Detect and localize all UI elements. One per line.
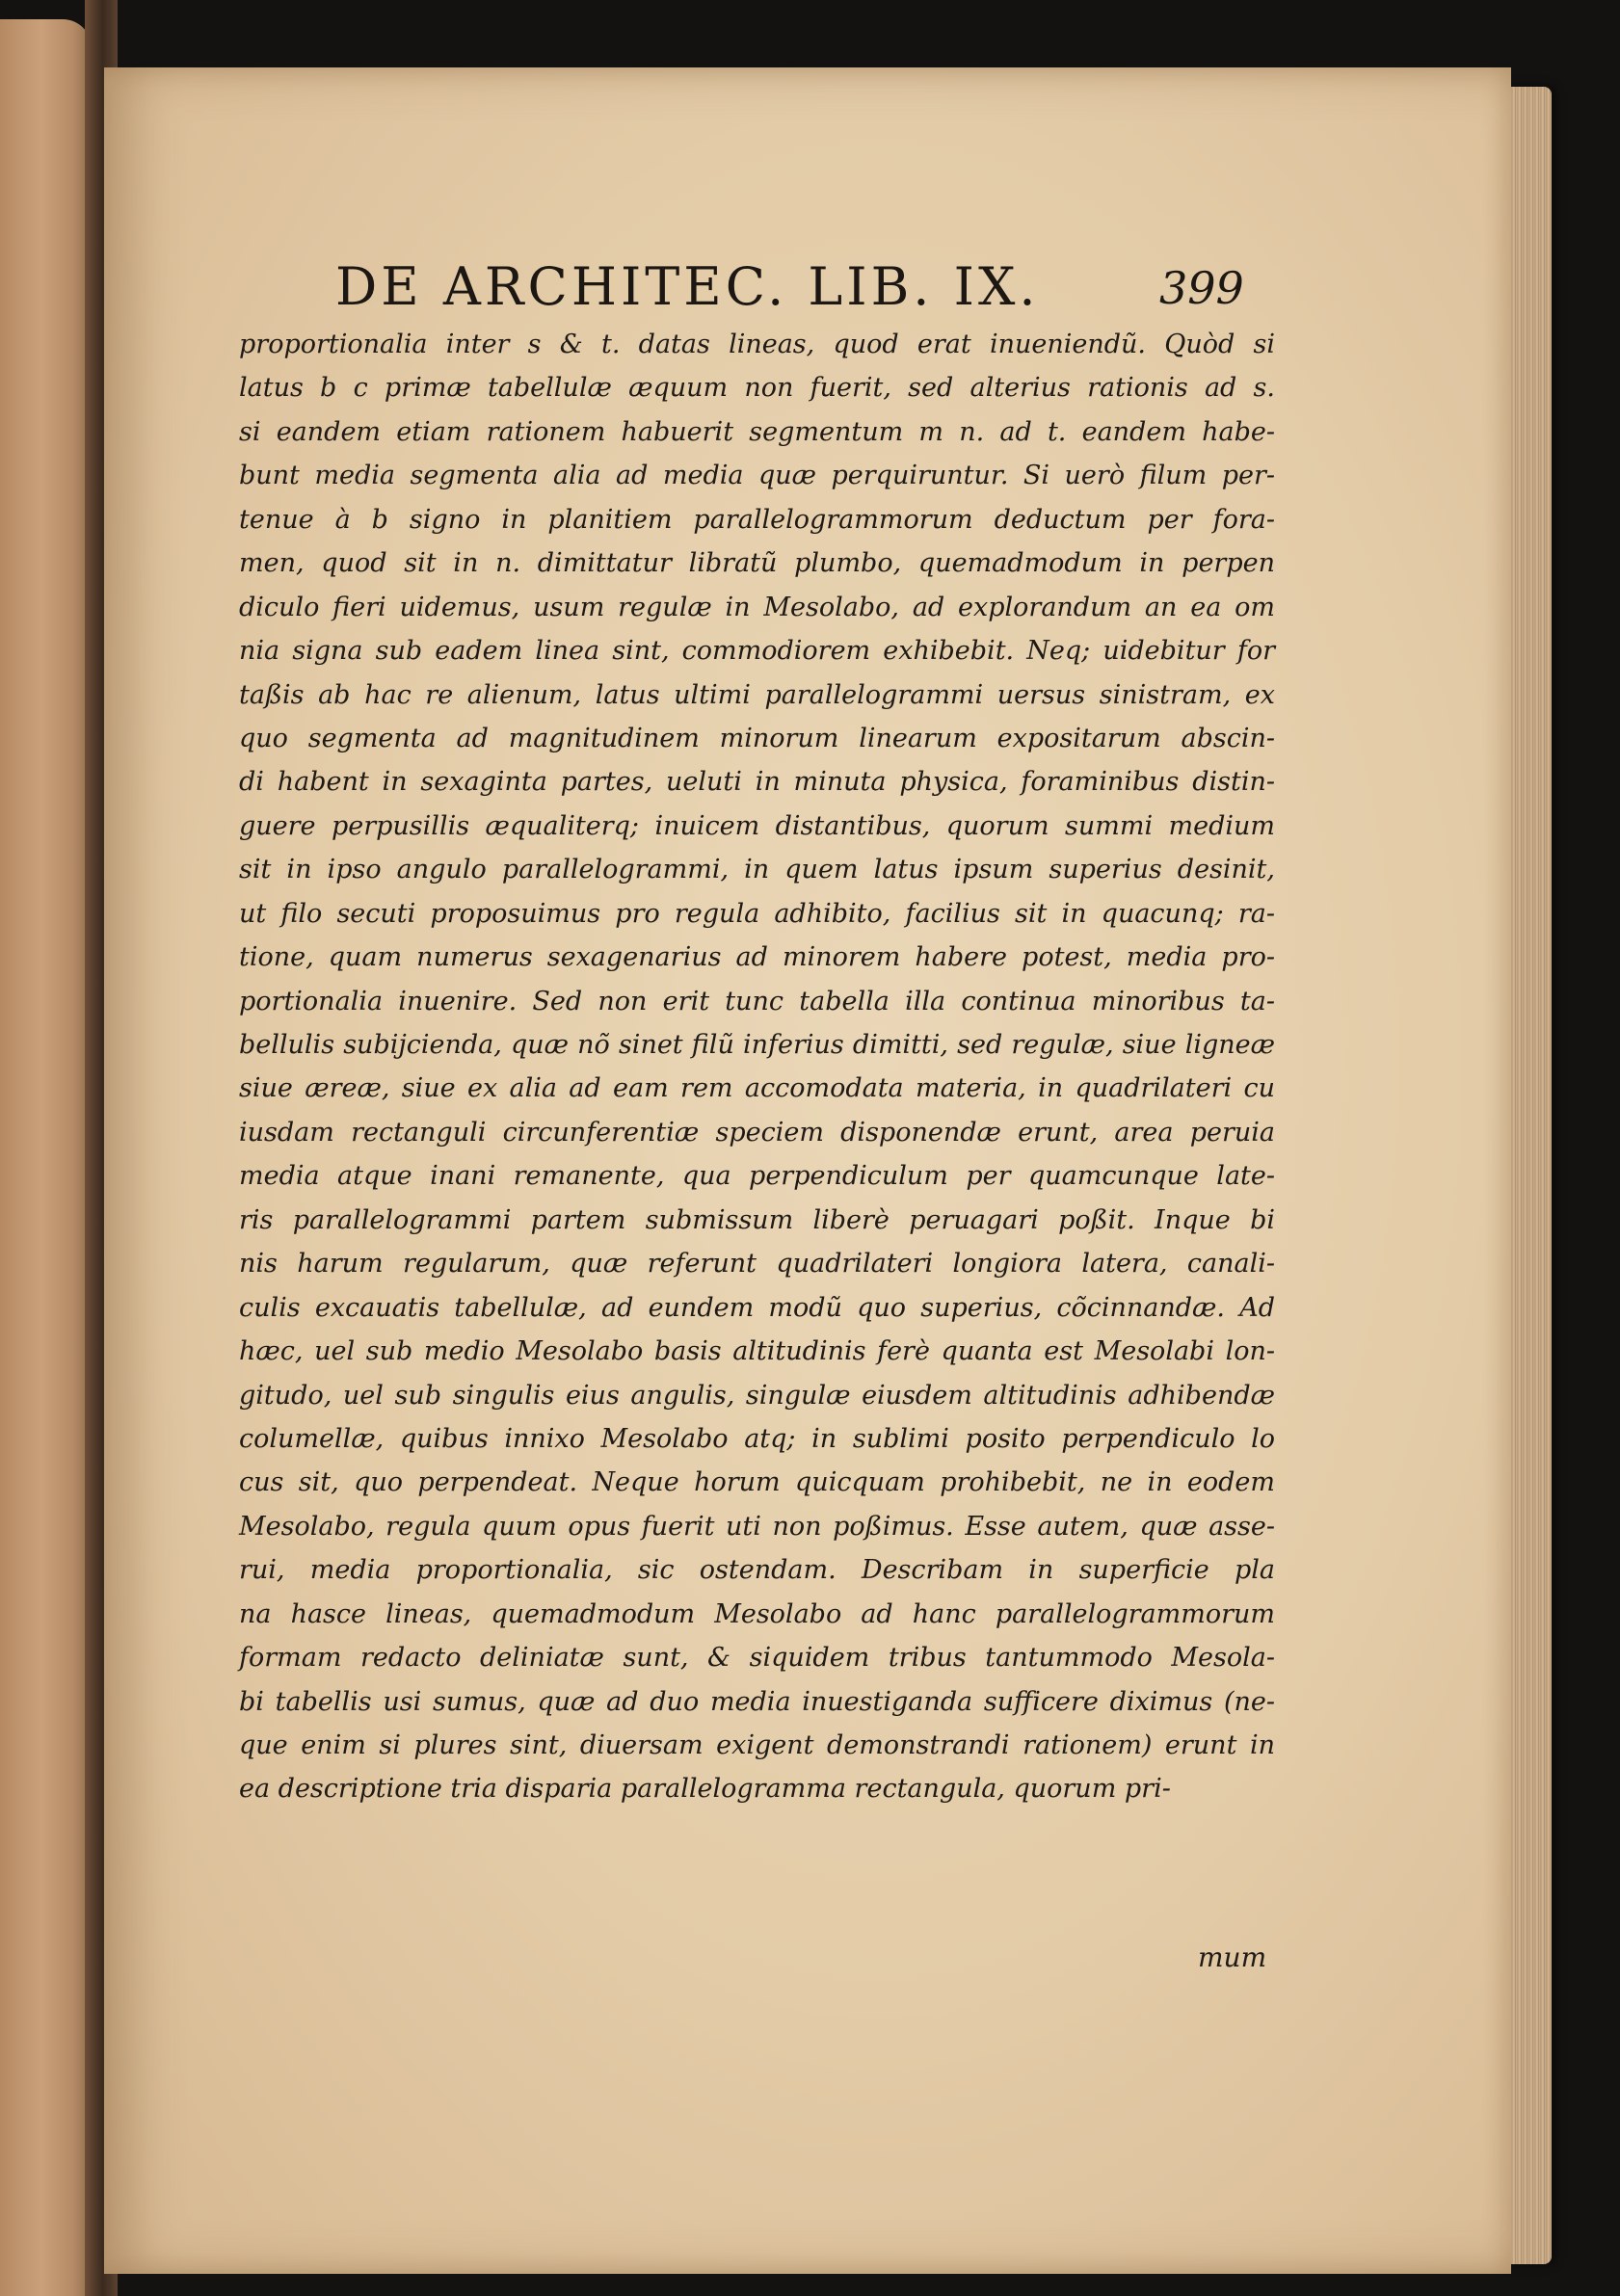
- text-line: men, quod sit in n. dimittatur libratũ plumbo, quemadmodum in perpen: [239, 548, 1275, 579]
- text-line: columellæ, quibus innixo Mesolabo atq; in sublimi posito perpendiculo lo: [239, 1423, 1275, 1454]
- text-line: taßis ab hac re alienum, latus ultimi parallelogrammi uersus sinistram, ex: [239, 679, 1275, 710]
- facing-page-edge: [0, 19, 92, 2296]
- text-line: que enim si plures sint, diuersam exigent demonstrandi rationem) erunt in: [239, 1730, 1275, 1760]
- text-line: rui, media proportionalia, sic ostendam. Describam in superficie pla: [239, 1555, 1275, 1586]
- text-line: di habent in sexaginta partes, ueluti in minuta physica, foraminibus distin-: [239, 767, 1275, 798]
- running-head: [335, 256, 1299, 324]
- body-text: [239, 323, 1275, 1811]
- text-line: ris parallelogrammi partem submissum liberè peruagari poßit. Inque bi: [239, 1204, 1275, 1235]
- text-line: Mesolabo, regula quum opus fuerit uti non poßimus. Esse autem, quæ asse-: [239, 1511, 1275, 1542]
- text-line: gitudo, uel sub singulis eius angulis, singulæ eiusdem altitudinis adhibendæ: [239, 1380, 1275, 1411]
- text-line: tenue à b signo in planitiem parallelogrammorum deductum per fora-: [239, 504, 1275, 535]
- running-title: DE ARCHITEC. LIB. IX.: [335, 256, 1040, 317]
- text-line: proportionalia inter s & t. datas lineas, quod erat inueniendũ. Quòd si: [239, 330, 1275, 359]
- text-line: ea descriptione tria disparia parallelogramma rectangula, quorum pri-: [239, 1774, 1171, 1805]
- text-line: si eandem etiam rationem habuerit segmentum m n. ad t. eandem habe-: [239, 416, 1275, 447]
- page-number: 399: [1159, 262, 1244, 314]
- text-line: quo segmenta ad magnitudinem minorum linearum expositarum abscin-: [239, 723, 1275, 753]
- text-line: sit in ipso angulo parallelogrammi, in quem latus ipsum superius desinit,: [239, 855, 1275, 885]
- text-line: hæc, uel sub medio Mesolabo basis altitudinis ferè quanta est Mesolabi lon-: [239, 1336, 1275, 1367]
- text-line: media atque inani remanente, qua perpendiculum per quamcunque late-: [239, 1161, 1275, 1192]
- text-line: formam redacto deliniatæ sunt, & siquidem tribus tantummodo Mesola-: [239, 1643, 1275, 1674]
- text-line: nia signa sub eadem linea sint, commodiorem exhibebit. Neq; uidebitur for: [239, 636, 1275, 667]
- text-line: iusdam rectanguli circunferentiæ speciem disponendæ erunt, area peruia: [239, 1117, 1275, 1148]
- text-line: guere perpusillis æqualiterq; inuicem distantibus, quorum summi medium: [239, 810, 1275, 841]
- text-line: diculo fieri uidemus, usum regulæ in Mesolabo, ad explorandum an ea om: [239, 592, 1275, 622]
- text-line: bunt media segmenta alia ad media quæ perquiruntur. Si uerò filum per-: [239, 461, 1275, 491]
- text-line: cus sit, quo perpendeat. Neque horum quicquam prohibebit, ne in eodem: [239, 1467, 1275, 1498]
- text-line: siue æreæ, siue ex alia ad eam rem accomodata materia, in quadrilateri cu: [239, 1073, 1275, 1104]
- catchword: mum: [1198, 1941, 1267, 1973]
- text-line: portionalia inuenire. Sed non erit tunc tabella illa continua minoribus ta-: [239, 986, 1275, 1016]
- text-line: latus b c primæ tabellulæ æquum non fuerit, sed alterius rationis ad s.: [239, 373, 1275, 404]
- text-line: bellulis subijcienda, quæ nõ sinet filũ inferius dimitti, sed regulæ, siue ligneæ: [239, 1030, 1275, 1060]
- text-line: culis excauatis tabellulæ, ad eundem modũ quo superius, cõcinnandæ. Ad: [239, 1292, 1275, 1323]
- text-line: ut filo secuti proposuimus pro regula adhibito, facilius sit in quacunq; ra-: [239, 898, 1275, 929]
- text-line: na hasce lineas, quemadmodum Mesolabo ad hanc parallelogrammorum: [239, 1598, 1275, 1629]
- text-line: tione, quam numerus sexagenarius ad minorem habere potest, media pro-: [239, 942, 1275, 973]
- text-line: bi tabellis usi sumus, quæ ad duo media inuestiganda sufficere diximus (ne-: [239, 1686, 1275, 1717]
- book-page: [104, 67, 1511, 2274]
- text-line: nis harum regularum, quæ referunt quadrilateri longiora latera, canali-: [239, 1249, 1275, 1280]
